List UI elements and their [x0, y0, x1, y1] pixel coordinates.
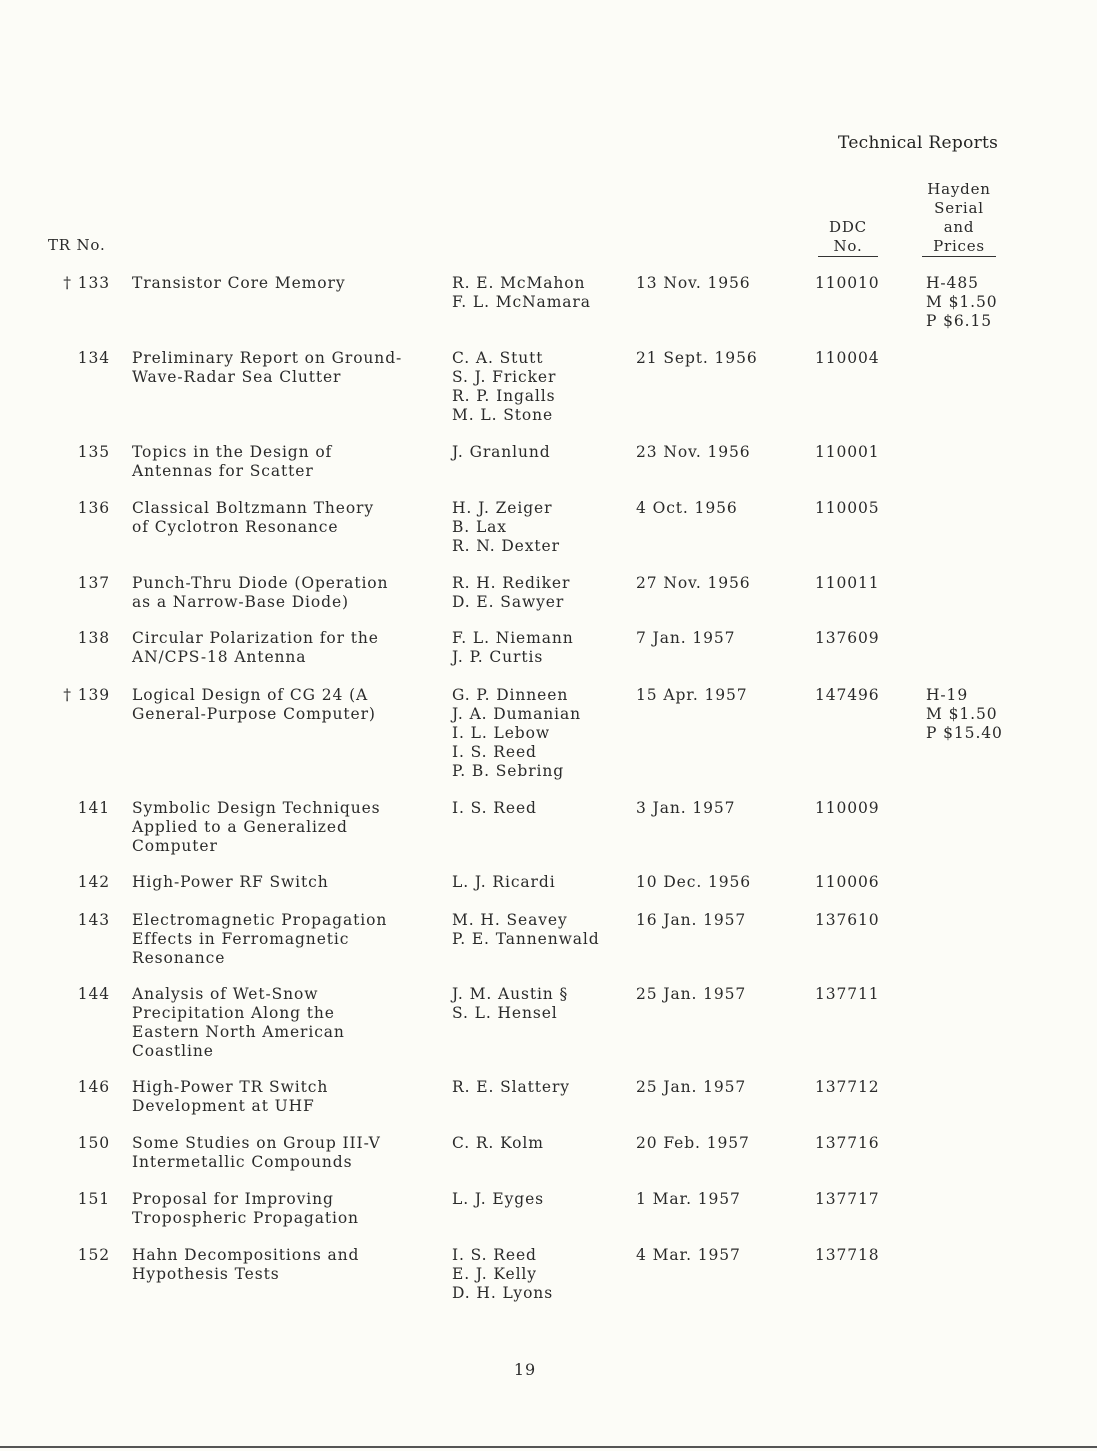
column-header-hayden: [922, 180, 996, 257]
report-ddc-number: 137711: [815, 985, 880, 1003]
report-title: Proposal for Improving Tropospheric Propagation: [132, 1190, 359, 1227]
report-authors: C. A. Stutt S. J. Fricker R. P. Ingalls M. L. Stone: [452, 349, 557, 424]
report-hayden-serial: H-19 M $1.50 P $15.40: [926, 686, 1003, 742]
report-authors: I. S. Reed E. J. Kelly D. H. Lyons: [452, 1246, 554, 1302]
report-title: Some Studies on Group III-V Intermetallic Compounds: [132, 1134, 381, 1171]
report-title: Topics in the Design of Antennas for Scatter: [132, 443, 333, 480]
report-date: 4 Mar. 1957: [636, 1246, 741, 1264]
report-authors: R. E. Slattery: [452, 1078, 570, 1096]
report-title: Analysis of Wet-Snow Precipitation Along the Eastern North American Coastline: [132, 985, 345, 1060]
report-date: 13 Nov. 1956: [636, 274, 751, 292]
report-title: Symbolic Design Techniques Applied to a Generalized Computer: [132, 799, 381, 855]
report-ddc-number: 137716: [815, 1134, 880, 1152]
report-ddc-number: 110004: [815, 349, 880, 367]
column-header-ddc-line-2: No.: [818, 237, 878, 257]
report-authors: I. S. Reed: [452, 799, 537, 817]
report-number: 135: [77, 443, 110, 461]
report-number: 151: [77, 1190, 110, 1208]
column-header-ddc-line-1: DDC: [829, 218, 867, 236]
report-date: 23 Nov. 1956: [636, 443, 751, 461]
report-title: Classical Boltzmann Theory of Cyclotron Resonance: [132, 499, 375, 536]
report-date: 27 Nov. 1956: [636, 574, 751, 592]
column-headers: [0, 180, 1097, 260]
report-number: 138: [77, 629, 110, 647]
report-hayden-serial: H-485 M $1.50 P $6.15: [926, 274, 998, 330]
report-authors: C. R. Kolm: [452, 1134, 544, 1152]
report-authors: M. H. Seavey P. E. Tannenwald: [452, 911, 600, 948]
page-number: 19: [513, 1360, 537, 1379]
report-date: 3 Jan. 1957: [636, 799, 736, 817]
report-date: 20 Feb. 1957: [636, 1134, 750, 1152]
report-authors: F. L. Niemann J. P. Curtis: [452, 629, 574, 666]
column-header-hayden-line-2: Serial: [934, 199, 984, 217]
column-header-ddc: [818, 218, 878, 257]
report-date: 25 Jan. 1957: [636, 985, 747, 1003]
report-ddc-number: 147496: [815, 686, 880, 704]
report-title: Preliminary Report on Ground- Wave-Radar Sea Clutter: [132, 349, 403, 386]
report-ddc-number: 110011: [815, 574, 880, 592]
report-date: 1 Mar. 1957: [636, 1190, 741, 1208]
report-ddc-number: 110009: [815, 799, 880, 817]
report-number: † 139: [63, 686, 110, 704]
report-number: 137: [77, 574, 110, 592]
report-ddc-number: 137609: [815, 629, 880, 647]
report-authors: L. J. Eyges: [452, 1190, 545, 1208]
report-title: Circular Polarization for the AN/CPS-18 Antenna: [132, 629, 379, 666]
report-title: Logical Design of CG 24 (A General-Purpose Computer): [132, 686, 376, 723]
report-title: High-Power TR Switch Development at UHF: [132, 1078, 329, 1115]
report-number: 141: [77, 799, 110, 817]
report-ddc-number: 137610: [815, 911, 880, 929]
report-authors: H. J. Zeiger B. Lax R. N. Dexter: [452, 499, 560, 555]
report-number: 144: [77, 985, 110, 1003]
report-number: 150: [77, 1134, 110, 1152]
report-title: Punch-Thru Diode (Operation as a Narrow-Base Diode): [132, 574, 389, 611]
report-date: 4 Oct. 1956: [636, 499, 738, 517]
report-title: Transistor Core Memory: [132, 274, 346, 292]
report-ddc-number: 110010: [815, 274, 880, 292]
report-ddc-number: 110001: [815, 443, 880, 461]
column-header-hayden-line-1: Hayden: [927, 180, 991, 198]
report-ddc-number: 110005: [815, 499, 880, 517]
report-number: 142: [77, 873, 110, 891]
report-date: 7 Jan. 1957: [636, 629, 736, 647]
report-number: 152: [77, 1246, 110, 1264]
report-authors: R. E. McMahon F. L. McNamara: [452, 274, 591, 311]
report-date: 25 Jan. 1957: [636, 1078, 747, 1096]
report-number: † 133: [63, 274, 110, 292]
report-ddc-number: 137712: [815, 1078, 880, 1096]
report-title: Hahn Decompositions and Hypothesis Tests: [132, 1246, 360, 1283]
report-number: 136: [77, 499, 110, 517]
report-authors: J. Granlund: [452, 443, 551, 461]
column-header-hayden-line-3: and: [943, 218, 975, 236]
report-number: 134: [77, 349, 110, 367]
column-header-hayden-line-4: Prices: [922, 237, 996, 257]
report-date: 16 Jan. 1957: [636, 911, 747, 929]
column-header-tr-no: TR No.: [48, 236, 106, 254]
report-title: High-Power RF Switch: [132, 873, 329, 891]
report-ddc-number: 137717: [815, 1190, 880, 1208]
report-authors: L. J. Ricardi: [452, 873, 556, 891]
report-date: 10 Dec. 1956: [636, 873, 752, 891]
report-number: 143: [77, 911, 110, 929]
report-date: 21 Sept. 1956: [636, 349, 758, 367]
report-authors: J. M. Austin § S. L. Hensel: [452, 985, 569, 1022]
bottom-rule: [0, 1446, 1097, 1448]
report-ddc-number: 137718: [815, 1246, 880, 1264]
report-title: Electromagnetic Propagation Effects in Ferromagnetic Resonance: [132, 911, 388, 967]
report-date: 15 Apr. 1957: [636, 686, 748, 704]
report-ddc-number: 110006: [815, 873, 880, 891]
page-header: Technical Reports: [838, 133, 999, 153]
report-number: 146: [77, 1078, 110, 1096]
report-authors: R. H. Rediker D. E. Sawyer: [452, 574, 571, 611]
report-authors: G. P. Dinneen J. A. Dumanian I. L. Lebow I. S. Reed P. B. Sebring: [452, 686, 582, 780]
